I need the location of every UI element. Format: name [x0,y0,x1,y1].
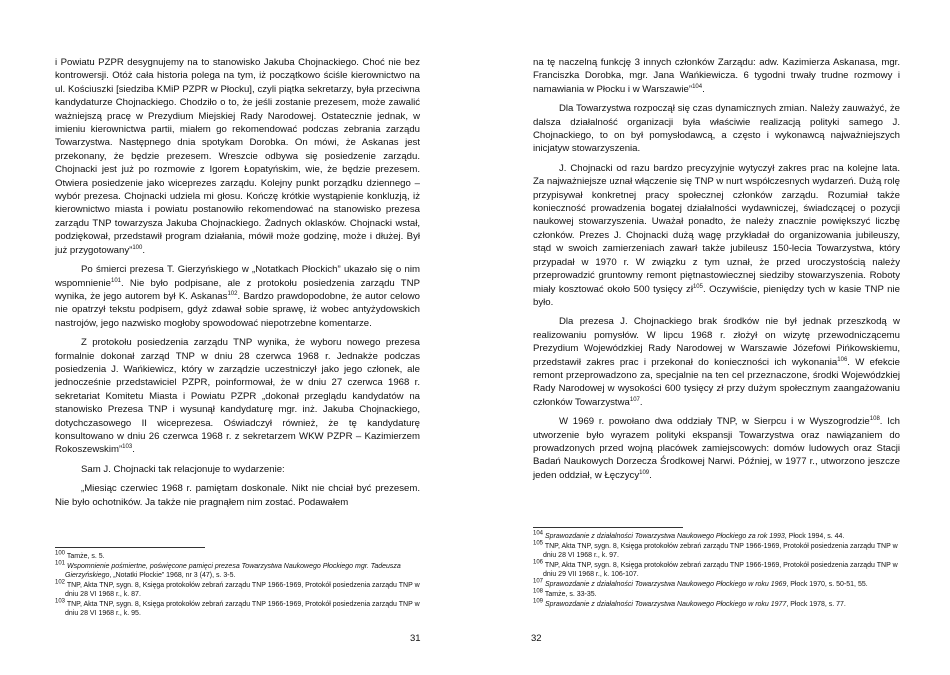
paragraph: Z protokołu posiedzenia zarządu TNP wynika, że wyboru nowego prezesa formalnie dokonał zarząd TNP w dniu 28 czerwca 1968 r. Jednakże podczas posiedzenia J. Wańkiewicz, który w zarządzie uczestniczył jako jego członek, ale jednocześnie przedstawiciel PZPR, poinformował, że w dniu 27 czerwca 1968 r. sekretariat Komitetu Miasta i Powiatu PZPR „dokonał przeglądu kandydatów na stanowisko Prezesa TNP i wysunął kandydaturę mgr. inż. Jakuba Chojnackiego, dotychczasowego II wiceprezesa. Oświadczył również, że tę kandydaturę konsultowano w dniu 26 czerwca 1968 r. z sekretarzem WKW PZPR – Kazimierzem Rokoszewskim”$^{103}$. [55,337,420,456]
footnote: $^{105}$ TNP, Akta TNP, sygn. 8, Księga protokołów zebrań zarządu TNP 1966-1969, Protokół posiedzenia zarządu TNP w dniu 28 VI 1968 r., k. 97. [533,540,898,559]
paragraph: i Powiatu PZPR desygnujemy na to stanowisko Jakuba Chojnackiego. Choć nie bez kontrowersji. Otóż cała historia polega na tym, iż początkowo ściśle kierownictwo na ul. Kościuszki [siedziba KMiP PZPR w Płocku], czyli piątka sekretarzy, była przeciwna kandydaturze Chojnackiego. Chodziło o to, że jeśli zostanie prezesem, może zawalić ważniejszą pracę w Prezydium Miejskiej Rady Narodowej. Ostatecznie jednak, w imieniu kierownictwa partii, miałem go rekomendować podczas zebrania zarządu Towarzystwa. Następnego dnia spotykam Dorobka. On mówi, że Askanas jest przekonany, że będzie prezesem. Wreszcie odbywa się posiedzenie zarządu. Chojnacki jest już po rozmowie z Igorem Łopatyńskim, wie, że będzie prezesem. Otwiera posiedzenie jako wiceprezes zarządu. Kolejny punkt porządku dziennego – wybór prezesa. Chojnacki udziela mi głosu. Kończę krótkie wystąpienie konkluzją, iż kierownictwo miasta i powiatu postanowiło rekomendować na stanowisko prezesa zarządu TNP towarzysza Jakuba Chojnackiego. Żadnych oklasków. Chojnacki wstał, podziękował, przedstawił program działania, mówił może godzinę, może i dłużej. Był już przygotowany”$^{100}$. [55,57,420,256]
footnote-separator [533,527,683,528]
paragraph: na tę naczelną funkcję 3 innych członków Zarządu: adw. Kazimierza Askanasa, mgr. Franciszka Dorobka, mgr. Jana Wańkiewicza. 6 tygodni trwały trudne rozmowy i namawiania w Płocku i w Warszawie”$^{104}$. [533,57,900,95]
footnote: $^{101}$ Wspomnienie pośmiertne, poświęcone pamięci prezesa Towarzystwa Naukowego Płockiego mgr. Tadeusza Gierzyńskiego, „Notatki Płockie” 1968, nr 3 (47), s. 3-5. [55,560,401,579]
paragraph: Dla Towarzystwa rozpoczął się czas dynamicznych zmian. Należy zauważyć, że dalsza działalność organizacji była właściwie realizacją polityki samego J. Chojnackiego, to on był pomysłodawcą, a często i wykonawcą najważniejszych inicjatyw stowarzyszenia. [533,103,900,155]
footnote: $^{103}$ TNP, Akta TNP, sygn. 8, Księga protokołów zebrań zarządu TNP 1966-1969, Protokół posiedzenia zarządu TNP w dniu 28 VI 1968 r., k. 95. [55,598,420,617]
footnote: $^{108}$ Tamże, s. 33-35. [533,588,597,598]
footnote: $^{104}$ Sprawozdanie z działalności Towarzystwa Naukowego Płockiego za rok 1993, Płock 1994, s. 44. [533,530,845,540]
footnote: $^{102}$ TNP, Akta TNP, sygn. 8, Księga protokołów zebrań zarządu TNP 1966-1969, Protokół posiedzenia zarządu TNP w dniu 28 VI 1968 r., k. 87. [55,579,420,598]
page-number: 31 [410,633,421,644]
paragraph: W 1969 r. powołano dwa oddziały TNP, w Sierpcu i w Wyszogrodzie$^{108}$. Ich utworzenie było wyrazem polityki ekspansji Towarzystwa oraz nawiązaniem do prowadzonych przed wojną placówek zamiejscowych: domów ludowych oraz Stacji Badań Naukowych Dorzecza Środkowej Narwi. Później, w 1977 r., utworzono jeszcze jeden oddział, w Łęczycy$^{109}$. [533,415,900,481]
paragraph: Sam J. Chojnacki tak relacjonuje to wydarzenie: [81,463,285,475]
paragraph: Dla prezesa J. Chojnackiego brak środków nie był jednak przeszkodą w realizowaniu pomysłów. W lipcu 1968 r. złożył on wizytę przewodniczącemu Prezydium Wojewódzkiej Rady Narodowej w Warszawie Józefowi Pińkowskiemu, przedstawił zakres prac i przekonał do konieczności ich wykonania$^{106}$. W efekcie remont przeprowadzono za, specjalnie na ten cel przeznaczone, środki Wojewódzkiej Rady Narodowej w wysokości 600 tysięcy zł przy dużym społecznym zaangażowaniu członków Towarzystwa$^{107}$. [533,316,901,408]
page-number: 32 [531,633,542,644]
paragraph: Po śmierci prezesa T. Gierzyńskiego w „Notatkach Płockich” ukazało się o nim wspomnienie$^{101}$. Nie było podpisane, ale z protokołu posiedzenia zarządu TNP wynika, że jego autorem był K. Askanas$^{102}$. Bardzo prawdopodobne, że autor celowo nie opatrzył tekstu podpisem, gdyż zdawał sobie sprawę, iż wobec antyżydowskich nastrojów, jego nazwisko mogłoby spowodować niepotrzebne komentarze. [55,264,421,329]
footnote: $^{100}$ Tamże, s. 5. [55,550,105,560]
footnote: $^{109}$ Sprawozdanie z działalności Towarzystwa Naukowego Płockiego w roku 1977, Płock 1978, s. 77. [533,598,846,608]
footnote: $^{106}$ TNP, Akta TNP, sygn. 8, Księga protokołów zebrań zarządu TNP 1966-1969, Protokół posiedzenia zarządu TNP w dniu 29 VII 1968 r., k. 106-107. [533,559,898,578]
right-body-text [533,56,900,488]
paragraph: „Miesiąc czerwiec 1968 r. pamiętam doskonale. Nikt nie chciał być prezesem. Nie było ochotników. Ja także nie pragnąłem nim zostać. Podawałem [55,483,420,508]
paragraph: J. Chojnacki od razu bardzo precyzyjnie wytyczył zakres prac na kolejne lata. Za najważniejsze uznał włączenie się TNP w nurt współczesnych wydarzeń. Dużą rolę przypisywał konkretnej pracy społecznej członków zarządu. Rozumiał także konieczność prowadzenia bogatej działalności wydawniczej, świadczącej o pozycji naukowej stowarzyszenia. Uważał ponadto, że należy znacznie powiększyć liczbę członków. Prezes J. Chojnacki dużą wagę przykładał do organizowania jubileuszy, stąd w swoich zamierzeniach zawarł także jubileusz 150-lecia Towarzystwa, który przypadał w 1970 r. W związku z tym uznał, że przed uroczystością należy przeprowadzić gruntowny remont piętnastowiecznej siedziby stowarzyszenia. Roboty miały kosztować około 500 tysięcy $zł^{105}$. Oczywiście, pieniędzy tych w kasie TNP nie było. [533,162,900,308]
right-footnotes [533,532,900,610]
footnote: $^{107}$ Sprawozdanie z działalności Towarzystwa Naukowego Płockiego w roku 1969, Płock 1970, s. 50-51, 55. [533,578,868,588]
